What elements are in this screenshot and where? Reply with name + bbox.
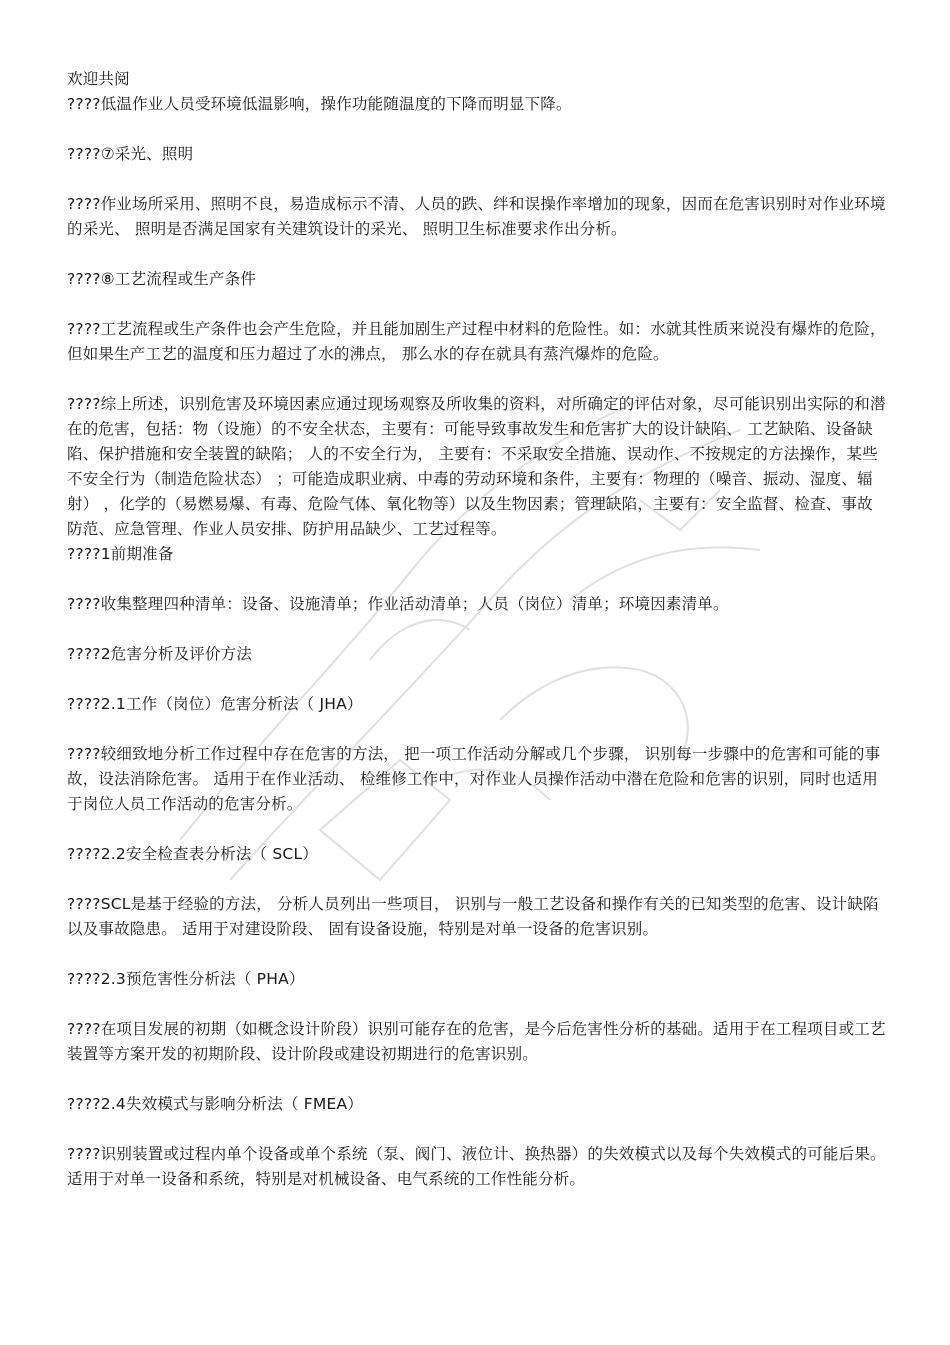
paragraph-p8: ????收集整理四种清单：设备、设施清单；作业活动清单；人员（岗位）清单；环境因素清单。	[67, 595, 729, 613]
paragraph-p10: ????2.1工作（岗位）危害分析法（ JHA）	[67, 695, 363, 713]
paragraph-p17: ????识别装置或过程内单个设备或单个系统（泵、阀门、液位计、换热器）的失效模式以及每个失效模式的可能后果。适用于对单一设备和系统，特别是对机械设备、电气系统的工作性能分析。	[67, 1145, 886, 1188]
paragraph-p11: ????较细致地分析工作过程中存在危害的方法， 把一项工作活动分解或几个步骤， 识别每一步骤中的危害和可能的事故，设法消除危害。 适用于在作业活动、 检维修工作中，对作业人员操作活动中潜在危险和危害的识别，同时也适用于岗位人员工作活动的危害分析。	[67, 745, 881, 813]
paragraph-p14: ????2.3预危害性分析法（ PHA）	[67, 970, 305, 988]
paragraph-spacer	[67, 567, 887, 592]
document-body	[67, 67, 887, 1192]
paragraph-p4: ????⑧工艺流程或生产条件	[67, 270, 257, 288]
paragraph-spacer	[67, 1117, 887, 1142]
paragraph-p12: ????2.2安全检查表分析法（ SCL）	[67, 845, 318, 863]
paragraph-spacer	[67, 942, 887, 967]
paragraph-spacer	[67, 817, 887, 842]
paragraph-spacer	[67, 367, 887, 392]
paragraph-p6: ????综上所述，识别危害及环境因素应通过现场观察及所收集的资料，对所确定的评估对象，尽可能识别出实际的和潜在的危害，包括：物（设施）的不安全状态，主要有：可能导致事故发生和危害扩大的设计缺陷、 工艺缺陷、设备缺陷、保护措施和安全装置的缺陷； 人的不安全行为， 主要有：不采取安全措施、误动作、不按规定的方法操作，某些不安全行为（制造危险状态） ；可能造成职业病、中毒的劳动环境和条件，主要有：物理的（噪音、振动、湿度、辐射） ，化学的（易燃易爆、有毒、危险气体、氧化物等）以及生物因素；管理缺陷，主要有：安全监督、检查、事故防范、应急管理、作业人员安排、防护用品缺少、工艺过程等。	[67, 395, 886, 538]
paragraph-p3: ????作业场所采用、照明不良，易造成标示不清、人员的跌、绊和误操作率增加的现象，因而在危害识别时对作业环境的采光、 照明是否满足国家有关建筑设计的采光、 照明卫生标准要求作出分析。	[67, 195, 886, 238]
paragraph-spacer	[67, 617, 887, 642]
paragraph-p13: ????SCL是基于经验的方法， 分析人员列出一些项目， 识别与一般工艺设备和操作有关的已知类型的危害、设计缺陷以及事故隐患。 适用于对建设阶段、 固有设备设施，特别是对单一设备的危害识别。	[67, 895, 879, 938]
paragraph-spacer	[67, 292, 887, 317]
paragraph-spacer	[67, 242, 887, 267]
paragraph-p0: 欢迎共阅	[67, 70, 130, 88]
paragraph-p1: ????低温作业人员受环境低温影响，操作功能随温度的下降而明显下降。	[67, 95, 572, 113]
paragraph-p2: ????⑦采光、照明	[67, 145, 194, 163]
paragraph-spacer	[67, 117, 887, 142]
paragraph-spacer	[67, 717, 887, 742]
paragraph-spacer	[67, 167, 887, 192]
paragraph-p9: ????2危害分析及评价方法	[67, 645, 253, 663]
paragraph-spacer	[67, 667, 887, 692]
paragraph-spacer	[67, 867, 887, 892]
paragraph-spacer	[67, 992, 887, 1017]
paragraph-p16: ????2.4失效模式与影响分析法（ FMEA）	[67, 1095, 363, 1113]
paragraph-p5: ????工艺流程或生产条件也会产生危险，并且能加剧生产过程中材料的危险性。如：水就其性质来说没有爆炸的危险， 但如果生产工艺的温度和压力超过了水的沸点， 那么水的存在就具有蒸汽爆炸的危险。	[67, 320, 886, 363]
paragraph-p15: ????在项目发展的初期（如概念设计阶段）识别可能存在的危害，是今后危害性分析的基础。适用于在工程项目或工艺装置等方案开发的初期阶段、设计阶段或建设初期进行的危害识别。	[67, 1020, 886, 1063]
paragraph-spacer	[67, 1067, 887, 1092]
paragraph-p7: ????1前期准备	[67, 545, 174, 563]
